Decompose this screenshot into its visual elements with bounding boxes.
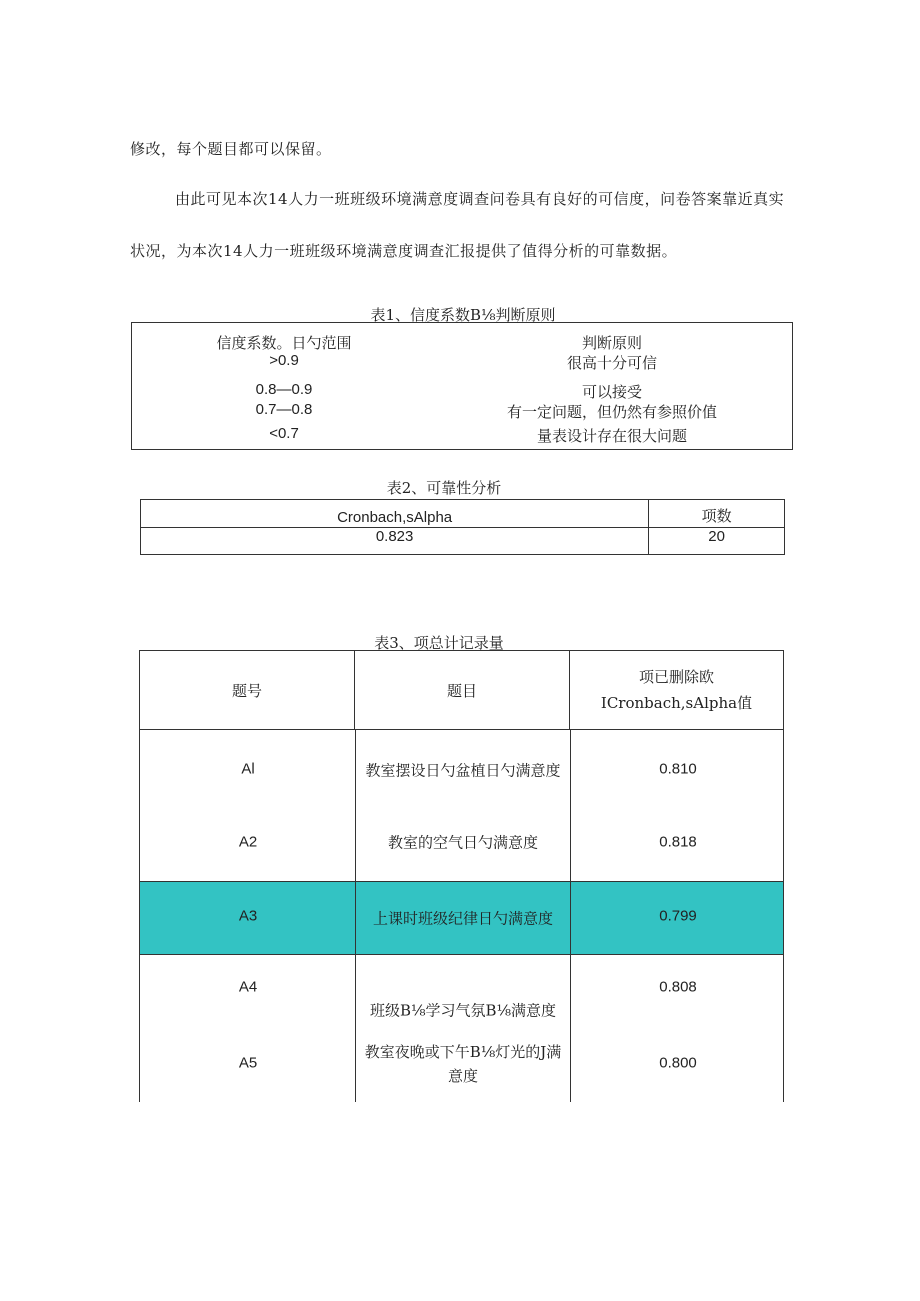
table3-header-item: 题目 [355,650,570,730]
table2-header-items: 项数 [649,500,785,528]
table3-row-item: 教室的空气日勺满意度 [387,833,539,852]
reliability-criteria-table [131,322,793,450]
row-divider [140,954,783,955]
table3-row-id: A4 [238,978,258,996]
table3-row-value: 0.818 [659,833,697,851]
col-divider [570,730,571,1102]
item-total-statistics-table [139,650,784,1102]
table1-criteria: 可以接受 [581,383,643,401]
table2-item-count: 20 [649,528,785,555]
table2-alpha-value: 0.823 [141,528,649,555]
table3-row-value: 0.810 [659,760,697,778]
table3-header-id: 题号 [139,650,355,730]
reliability-analysis-table [140,499,785,555]
table3-row-value: 0.808 [659,978,697,996]
table3-row-id: Al [241,760,255,778]
table3-row-id: A3 [238,907,258,925]
table1-criteria: 很高十分可信 [566,354,658,372]
table1-header-range: 信度系数。日勺范围 [216,334,352,352]
table2-caption: 表2、可靠性分析 [386,479,502,497]
table1-range: <0.7 [269,425,299,442]
table3-row-item: 班级B⅛学习气氛B⅛满意度 [369,1001,557,1020]
paragraph-line-3: 状况，为本次14人力一班班级环境满意度调查汇报提供了值得分析的可靠数据。 [130,242,678,260]
table1-range: 0.8—0.9 [255,381,313,398]
col-divider [355,730,356,1102]
table3-row-id: A2 [238,833,258,851]
table3-body [139,730,784,1102]
table1-range: >0.9 [269,352,299,369]
paragraph-line-2: 由此可见本次14人力一班班级环境满意度调查问卷具有良好的可信度，问卷答案靠近真实 [175,190,785,208]
row-divider [140,881,783,882]
table3-row-value: 0.800 [659,1054,697,1072]
table3-row-value: 0.799 [659,907,697,925]
paragraph-line-1: 修改，每个题目都可以保留。 [130,140,332,158]
table3-row-item: 上课时班级纪律日勺满意度 [372,909,554,928]
table1-range: 0.7—0.8 [255,401,313,418]
table3-row-item: 教室摆设日勺盆植日勺满意度 [365,761,561,780]
table3-row-id: A5 [238,1054,258,1072]
table1-header-criteria: 判断原则 [581,334,643,352]
table3-caption: 表3、项总计记录量 [374,634,504,652]
table1-criteria: 有一定问题，但仍然有参照价值 [506,403,718,421]
table1-criteria: 量表设计存在很大问题 [536,427,688,445]
table3-header-alpha-deleted: 项已删除欧ICronbach,sAlpha值 [570,650,784,730]
table3-header-row [139,650,784,730]
table1-caption: 表1、信度系数B⅛判断原则 [370,306,556,324]
table3-row-item-wrapped: 教室夜晚或下午B⅛灯光的J满意度 [364,1043,562,1085]
table2-header-alpha: Cronbach,sAlpha [141,500,649,528]
